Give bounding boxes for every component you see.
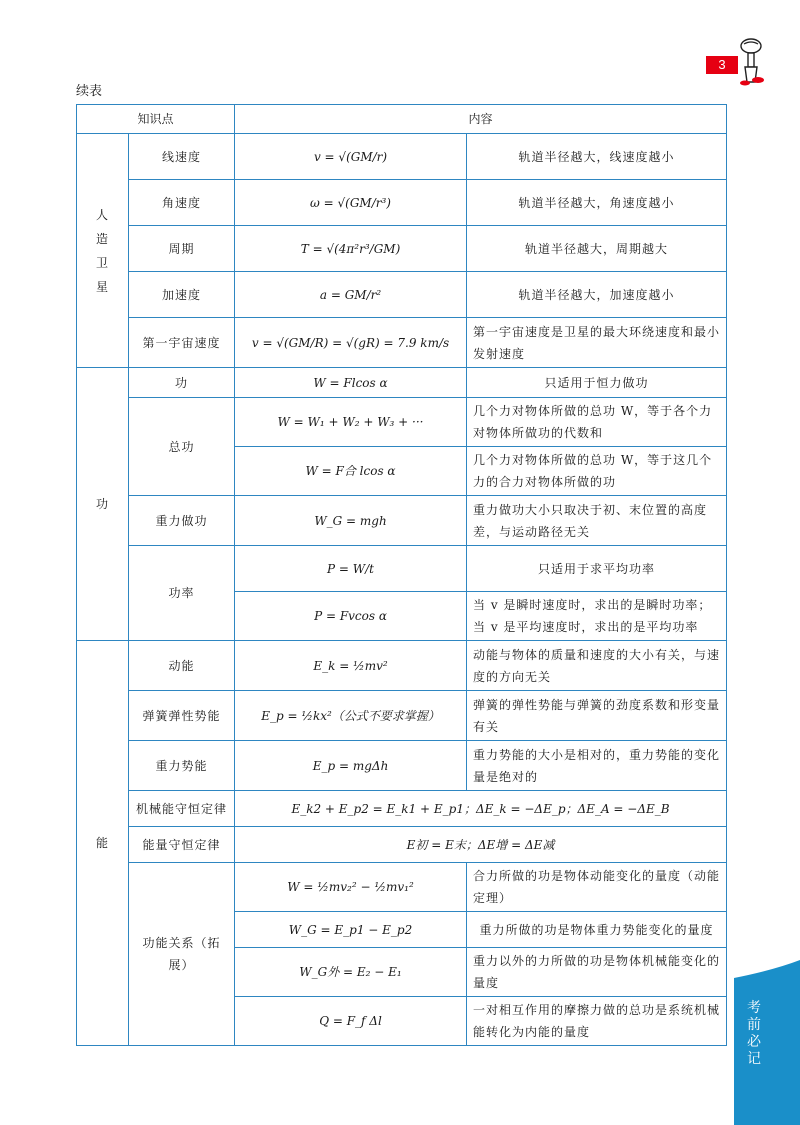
topic-cell: 功 bbox=[129, 368, 235, 398]
formula-cell: E_k2 + E_p2 = E_k1 + E_p1；ΔE_k = −ΔE_p；ΔE_A = −ΔE_B bbox=[235, 791, 727, 827]
formula-cell: W_G = mgh bbox=[235, 496, 467, 546]
formula-cell: ω = √(GM/r³) bbox=[235, 180, 467, 226]
formula-cell: P = W/t bbox=[235, 546, 467, 592]
table-row bbox=[77, 863, 727, 912]
table-row bbox=[77, 226, 727, 272]
formula-cell: E初 = E末；ΔE增 = ΔE减 bbox=[235, 827, 727, 863]
topic-cell: 动能 bbox=[129, 641, 235, 691]
table-header bbox=[77, 105, 727, 134]
formula-cell: a = GM/r² bbox=[235, 272, 467, 318]
description-cell: 只适用于求平均功率 bbox=[467, 546, 727, 592]
description-cell: 重力以外的力所做的功是物体机械能变化的量度 bbox=[467, 948, 727, 997]
table-row bbox=[77, 368, 727, 398]
description-cell: 一对相互作用的摩擦力做的总功是系统机械能转化为内能的量度 bbox=[467, 997, 727, 1046]
table-body bbox=[77, 134, 727, 1046]
topic-cell: 重力势能 bbox=[129, 741, 235, 791]
table-row bbox=[77, 496, 727, 546]
group-label: 能 bbox=[95, 836, 109, 850]
description-cell: 只适用于恒力做功 bbox=[467, 368, 727, 398]
formula-cell: W = ½mv₂² − ½mv₁² bbox=[235, 863, 467, 912]
table-row bbox=[77, 691, 727, 741]
formula-cell: v = √(GM/r) bbox=[235, 134, 467, 180]
table-row bbox=[77, 134, 727, 180]
formula-cell: W = Flcos α bbox=[235, 368, 467, 398]
formula-cell: W = F合 lcos α bbox=[235, 447, 467, 496]
group-cell bbox=[77, 134, 129, 368]
formula-cell: W_G外 = E₂ − E₁ bbox=[235, 948, 467, 997]
topic-cell: 功率 bbox=[129, 546, 235, 641]
group-label: 人造卫星 bbox=[95, 207, 109, 294]
description-cell: 弹簧的弹性势能与弹簧的劲度系数和形变量有关 bbox=[467, 691, 727, 741]
page-number-tab: 3 bbox=[706, 56, 738, 74]
description-cell: 动能与物体的质量和速度的大小有关，与速度的方向无关 bbox=[467, 641, 727, 691]
description-cell: 重力所做的功是物体重力势能变化的量度 bbox=[467, 912, 727, 948]
description-cell: 几个力对物体所做的总功 W，等于各个力对物体所做功的代数和 bbox=[467, 398, 727, 447]
topic-cell: 第一宇宙速度 bbox=[129, 318, 235, 368]
description-cell: 几个力对物体所做的总功 W，等于这几个力的合力对物体所做的功 bbox=[467, 447, 727, 496]
table-row bbox=[77, 398, 727, 447]
topic-cell: 角速度 bbox=[129, 180, 235, 226]
table-row bbox=[77, 180, 727, 226]
topic-cell: 能量守恒定律 bbox=[129, 827, 235, 863]
group-label: 功 bbox=[95, 497, 109, 511]
topic-cell: 弹簧弹性势能 bbox=[129, 691, 235, 741]
table-row bbox=[77, 741, 727, 791]
topic-cell: 加速度 bbox=[129, 272, 235, 318]
mascot-icon bbox=[734, 36, 768, 88]
table-row bbox=[77, 791, 727, 827]
formula-cell: Q = F_f Δl bbox=[235, 997, 467, 1046]
table-row bbox=[77, 641, 727, 691]
topic-cell: 总功 bbox=[129, 398, 235, 496]
table-row bbox=[77, 318, 727, 368]
formula-cell: W = W₁ + W₂ + W₃ + ··· bbox=[235, 398, 467, 447]
header-topic: 知识点 bbox=[77, 105, 235, 134]
continued-label: 续表 bbox=[76, 84, 103, 99]
header-content: 内容 bbox=[235, 105, 727, 134]
description-cell: 轨道半径越大，加速度越小 bbox=[467, 272, 727, 318]
description-cell: 当 v 是瞬时速度时，求出的是瞬时功率；当 v 是平均速度时，求出的是平均功率 bbox=[467, 592, 727, 641]
topic-cell: 功能关系（拓展） bbox=[129, 863, 235, 1046]
group-cell bbox=[77, 641, 129, 1046]
description-cell: 轨道半径越大，线速度越小 bbox=[467, 134, 727, 180]
description-cell: 第一宇宙速度是卫星的最大环绕速度和最小发射速度 bbox=[467, 318, 727, 368]
topic-cell: 线速度 bbox=[129, 134, 235, 180]
formula-cell: E_k = ½mv² bbox=[235, 641, 467, 691]
table-row bbox=[77, 546, 727, 592]
formula-cell: E_p = mgΔh bbox=[235, 741, 467, 791]
table-row bbox=[77, 272, 727, 318]
topic-cell: 机械能守恒定律 bbox=[129, 791, 235, 827]
description-cell: 轨道半径越大，角速度越小 bbox=[467, 180, 727, 226]
formula-cell: v = √(GM/R) = √(gR) = 7.9 km/s bbox=[235, 318, 467, 368]
formula-cell: T = √(4π²r³/GM) bbox=[235, 226, 467, 272]
description-cell: 重力势能的大小是相对的，重力势能的变化量是绝对的 bbox=[467, 741, 727, 791]
knowledge-table bbox=[76, 104, 727, 1046]
table-row bbox=[77, 827, 727, 863]
formula-cell: W_G = E_p1 − E_p2 bbox=[235, 912, 467, 948]
side-label: 考前必记 bbox=[747, 1000, 761, 1067]
description-cell: 轨道半径越大，周期越大 bbox=[467, 226, 727, 272]
group-cell bbox=[77, 368, 129, 641]
formula-cell: P = Fvcos α bbox=[235, 592, 467, 641]
description-cell: 合力所做的功是物体动能变化的量度（动能定理） bbox=[467, 863, 727, 912]
formula-cell: E_p = ½kx²（公式不要求掌握） bbox=[235, 691, 467, 741]
topic-cell: 重力做功 bbox=[129, 496, 235, 546]
topic-cell: 周期 bbox=[129, 226, 235, 272]
description-cell: 重力做功大小只取决于初、末位置的高度差，与运动路径无关 bbox=[467, 496, 727, 546]
